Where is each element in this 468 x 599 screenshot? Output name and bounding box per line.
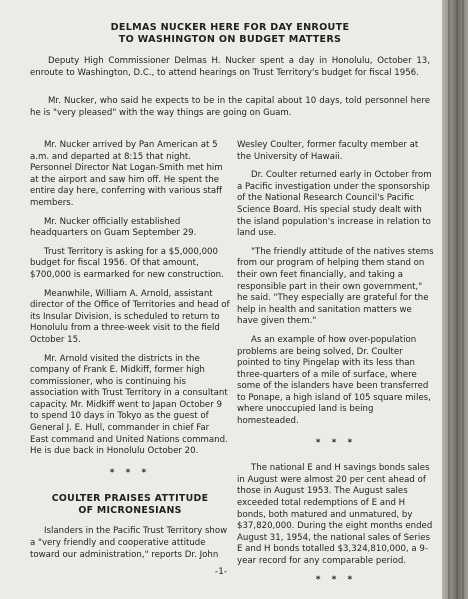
section-divider-stars-right-2: * * * bbox=[315, 574, 357, 585]
page-number: -1- bbox=[214, 567, 228, 577]
headline bbox=[30, 22, 430, 46]
right-paragraph-2: Dr. Coulter returned early in October from a Pacific investigation under the sponsorship of the National Research Council's Pacific Science Board. His special study dealt with the island population's increase in relation to land use. bbox=[237, 170, 432, 239]
left-closing-paragraph: Islanders in the Pacific Trust Territory show a "very friendly and cooperative attitude toward our administration," reports Dr. John bbox=[30, 526, 228, 560]
left-paragraph-5: Mr. Arnold visited the districts in the company of Frank E. Midkiff, former high commissioner, who is continuing his association with Trust Territory in a consultant capacity. Mr. Midkiff went to Japan October 9 to spend 10 days in Tokyo as the guest of General J. E. Hull, commander in chief Far East command and United Nations command. He is due back in Honolulu October 20. bbox=[30, 353, 228, 457]
binding-stripe bbox=[462, 0, 464, 599]
right-paragraph-1: Wesley Coulter, former faculty member at the University of Hawaii. bbox=[237, 140, 419, 162]
headline-line-1: DELMAS NUCKER HERE FOR DAY ENROUTE bbox=[110, 22, 350, 33]
binding-stripe bbox=[456, 0, 458, 599]
book-binding-edge bbox=[442, 0, 468, 599]
subhead bbox=[30, 493, 230, 517]
right-column bbox=[237, 140, 435, 599]
subhead-line-1: COULTER PRAISES ATTITUDE bbox=[51, 493, 209, 505]
left-paragraph-4: Meanwhile, William A. Arnold, assistant director of the Office of Territories and head of its Insular Division, is scheduled to return to Honolulu from a three-week visit to the field October 15. bbox=[30, 288, 230, 345]
right-paragraph-3: "The friendly attitude of the natives stems from our program of helping them stand on their own feet financially, and taking a responsible part in their own government," he said. "They especially are grateful for the help in health and sanitation matters we have given them." bbox=[237, 246, 434, 327]
right-paragraph-4: As an example of how over-population problems are being solved, Dr. Coulter pointed to tiny Pingelap with its less than three-quarters of a mile of surface, where some of the islanders have been transferred to Ponape, a high island of 105 square miles, where unoccupied land is being homesteaded. bbox=[237, 334, 431, 427]
left-column bbox=[30, 140, 230, 568]
headline-line-2: TO WASHINGTON ON BUDGET MATTERS bbox=[118, 34, 342, 45]
left-paragraph-1: Mr. Nucker arrived by Pan American at 5 a.m. and departed at 8:15 that night. Personnel Director Nat Logan-Smith met him at the airport and saw him off. He spent the entire day here, conferring with various staff members. bbox=[30, 140, 223, 208]
section-divider-stars-right-1: * * * bbox=[315, 437, 357, 448]
intro-paragraph-1: Deputy High Commissioner Delmas H. Nucker spent a day in Honolulu, October 13, enroute to Washington, D.C., to attend hearings on Trust Territory's budget for fiscal 1956. bbox=[30, 56, 430, 78]
binding-stripe bbox=[448, 0, 450, 599]
left-paragraph-2: Mr. Nucker officially established headquarters on Guam September 29. bbox=[30, 216, 197, 239]
section-divider-stars: * * * bbox=[109, 467, 151, 478]
right-paragraph-5: The national E and H savings bonds sales in August were almost 20 per cent ahead of those in August 1953. The August sales exceeded total redemptions of E and H bonds, both matured and unmatured, by $37,820,000. During the eight months ended August 31, 1954, the national sales of Series E and H bonds totalled $3,324,810,000, a 9-year record for any comparable period. bbox=[237, 463, 433, 566]
subhead-line-2: OF MICRONESIANS bbox=[78, 505, 182, 517]
intro-paragraph-2: Mr. Nucker, who said he expects to be in the capital about 10 days, told personnel here he is "very pleased" with the way things are going on Guam. bbox=[30, 96, 430, 118]
left-paragraph-3: Trust Territory is asking for a $5,000,000 budget for fiscal 1956. Of that amount, $700,000 is earmarked for new construction. bbox=[30, 246, 224, 280]
